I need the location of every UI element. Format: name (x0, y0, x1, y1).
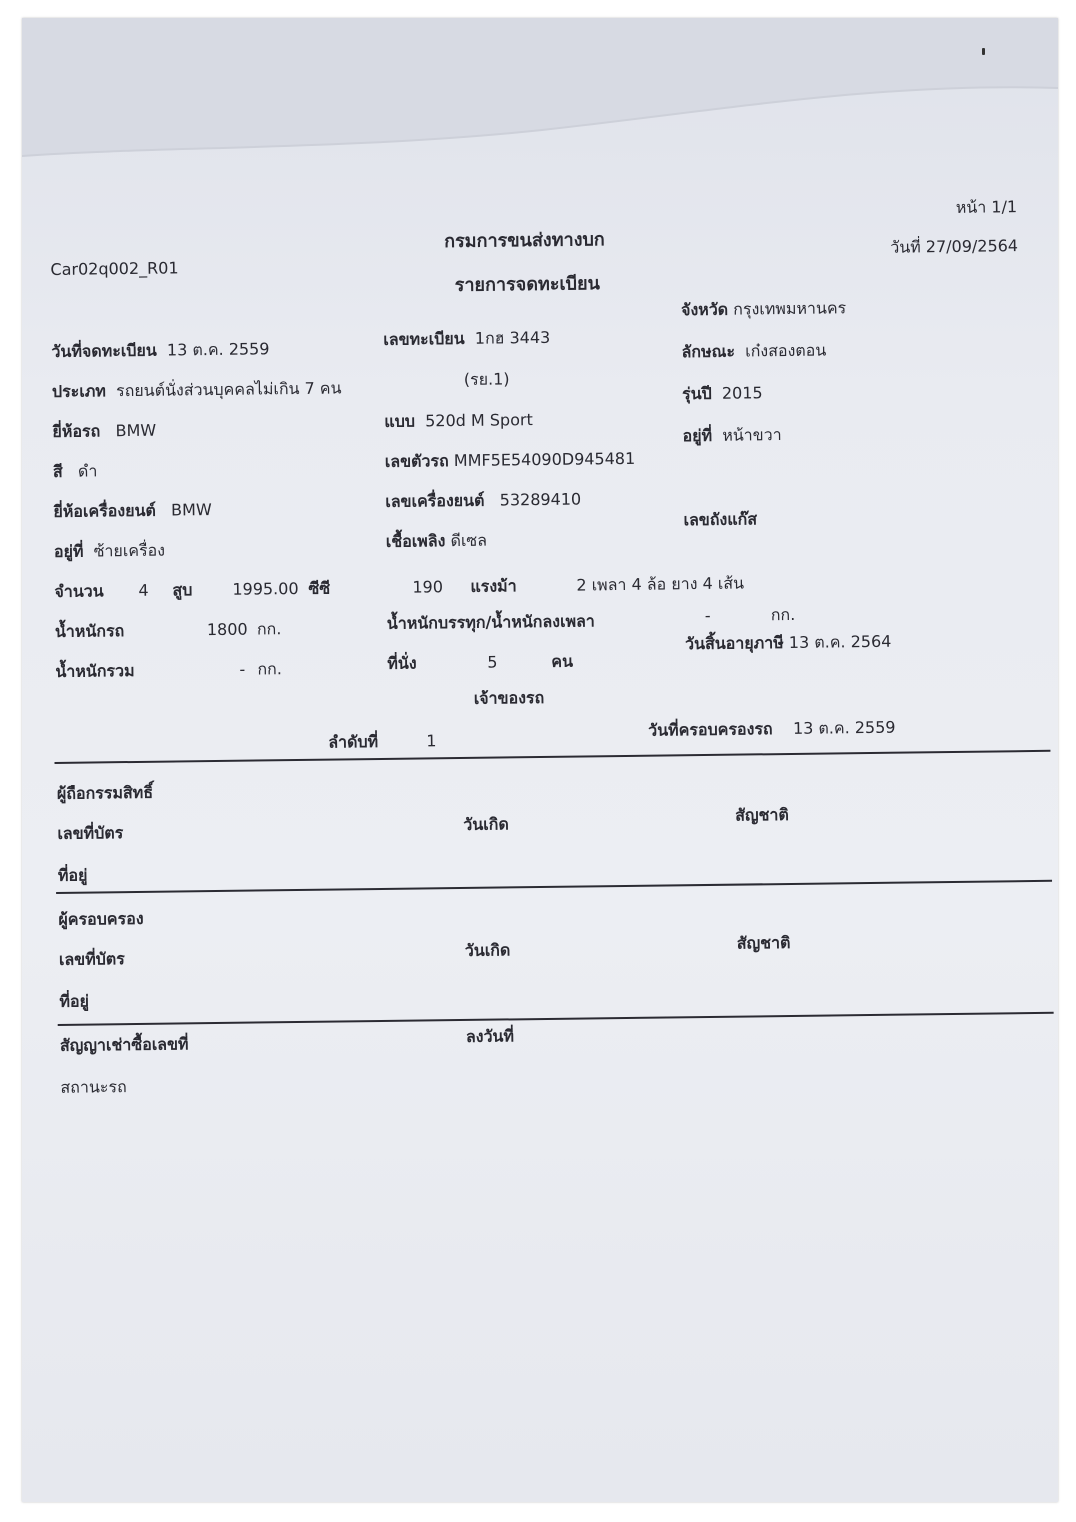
cylinders-unit: สูบ (172, 580, 193, 600)
weight-label: น้ำหนักรถ (54, 621, 125, 641)
vehicle-type-code: (รย.1) (463, 369, 510, 389)
province-label: จังหวัด (680, 299, 729, 320)
engine-brand-field (53, 500, 212, 522)
chassis-field (385, 449, 636, 472)
brand-label: ยี่ห้อรถ (52, 421, 101, 441)
body-style-value: เก๋งสองตอน (745, 340, 827, 361)
agency-title: กรมการขนส่งทางบก (444, 229, 605, 253)
print-date (890, 236, 1018, 258)
brand-value: BMW (115, 420, 157, 441)
page-number: หน้า 1/1 (955, 197, 1018, 217)
section-divider-1 (55, 750, 1051, 764)
model-field (384, 410, 533, 432)
plate-field (383, 328, 550, 350)
holder-id-label: เลขที่บัตร (57, 823, 124, 843)
owner-section-title: เจ้าของรถ (473, 687, 545, 708)
chassis-label: เลขตัวรถ (384, 451, 449, 471)
possessor-birth-label: วันเกิด (464, 940, 511, 960)
body-style-field (681, 341, 826, 363)
model-value: 520d M Sport (425, 410, 533, 431)
payload-unit: กก. (770, 604, 796, 625)
holder-address-label: ที่อยู่ (57, 865, 88, 885)
holder-birth-label: วันเกิด (463, 814, 509, 834)
document-sheet (22, 18, 1058, 1502)
vehicle-status-label: สถานะรถ (60, 1077, 127, 1097)
province-value: กรุงเทพมหานคร (733, 298, 847, 319)
type-label: ประเภท (51, 381, 106, 401)
chassis-location-value: หน้าขวา (722, 425, 782, 445)
holder-nationality-label: สัญชาติ (735, 804, 789, 825)
seats-unit: คน (551, 651, 574, 671)
model-label: แบบ (384, 411, 416, 431)
hire-purchase-label: สัญญาเช่าซื้อเลขที่ (59, 1034, 189, 1055)
page-title: รายการจดทะเบียน (454, 273, 601, 297)
fuel-field (386, 531, 487, 552)
gross-unit: กก. (257, 659, 282, 679)
form-code: Car02q002_R01 (50, 258, 179, 279)
hp-value: 190 (412, 577, 444, 597)
print-date-label: วันที่ (890, 237, 921, 257)
engine-no-field (385, 490, 581, 512)
signed-date-label: ลงวันที่ (465, 1026, 515, 1046)
weight-unit: กก. (256, 619, 282, 639)
payload-value: - (704, 605, 711, 626)
section-divider-3 (58, 1012, 1054, 1026)
tax-expiry-value: 13 ต.ค. 2564 (788, 631, 892, 652)
fuel-value: ดีเซล (450, 530, 488, 551)
registration-document (22, 18, 1058, 1502)
seats-label: ที่นั่ง (387, 653, 417, 673)
engine-location-field (54, 541, 165, 562)
fuel-label: เชื้อเพลิง (385, 531, 446, 551)
section-divider-2 (56, 880, 1052, 894)
cc-value: 1995.00 (232, 578, 299, 599)
province-field (681, 298, 846, 320)
cylinders-label: จำนวน (54, 581, 104, 601)
year-label: รุ่นปี (681, 383, 712, 404)
chassis-value: MMF5E54090D945481 (453, 448, 636, 471)
engine-brand-label: ยี่ห้อเครื่องยนต์ (53, 500, 156, 521)
axles-value: 2 เพลา 4 ล้อ ยาง 4 เส้น (576, 573, 745, 595)
seats-value: 5 (487, 652, 498, 672)
plate-value: 1กฮ 3443 (474, 327, 551, 348)
engine-brand-value: BMW (171, 500, 212, 520)
type-field (52, 378, 342, 402)
tax-expiry-field (685, 632, 892, 655)
possessor-id-label: เลขที่บัตร (58, 949, 125, 969)
engine-no-label: เลขเครื่องยนต์ (385, 490, 485, 511)
payload-label: น้ำหนักบรรทุก/น้ำหนักลงเพลา (386, 611, 595, 633)
type-value: รถยนต์นั่งส่วนบุคคลไม่เกิน 7 คน (115, 378, 342, 401)
order-value: 1 (426, 731, 437, 751)
cylinders-value: 4 (138, 580, 149, 600)
chassis-location-field (682, 425, 781, 446)
hp-unit: แรงม้า (470, 576, 517, 596)
color-label: สี (52, 461, 63, 481)
engine-location-label: อยู่ที่ (53, 541, 84, 561)
engine-no-value: 53289410 (499, 489, 582, 510)
possessor-title: ผู้ครอบครอง (58, 908, 144, 929)
tax-expiry-label: วันสิ้นอายุภาษี (684, 633, 784, 654)
possession-date-field (648, 718, 896, 741)
gross-label: น้ำหนักรวม (55, 660, 135, 681)
plate-label: เลขทะเบียน (383, 328, 465, 349)
year-field (682, 383, 763, 404)
gas-tank-label: เลขถังแก๊ส (683, 509, 758, 530)
print-date-value: 27/09/2564 (925, 236, 1019, 257)
gross-value: - (239, 659, 246, 679)
reg-date-value: 13 ต.ค. 2559 (166, 339, 270, 360)
body-style-label: ลักษณะ (681, 341, 736, 362)
possession-date-label: วันที่ครอบครองรถ (648, 719, 773, 740)
color-value: ดำ (77, 461, 98, 481)
weight-value: 1800 (206, 619, 248, 640)
chassis-location-label: อยู่ที่ (682, 425, 713, 446)
color-field (53, 461, 98, 482)
order-label: ลำดับที่ (328, 732, 379, 752)
engine-location-value: ซ้ายเครื่อง (93, 540, 166, 561)
year-value: 2015 (721, 383, 763, 403)
reg-date-label: วันที่จดทะเบียน (51, 340, 157, 361)
cc-unit: ซีซี (308, 578, 331, 598)
possession-date-value: 13 ต.ค. 2559 (792, 717, 896, 738)
possessor-nationality-label: สัญชาติ (736, 932, 791, 953)
brand-field (52, 421, 156, 442)
reg-date-field (51, 339, 269, 362)
possessor-address-label: ที่อยู่ (59, 991, 90, 1011)
holder-title: ผู้ถือกรรมสิทธิ์ (56, 782, 154, 803)
